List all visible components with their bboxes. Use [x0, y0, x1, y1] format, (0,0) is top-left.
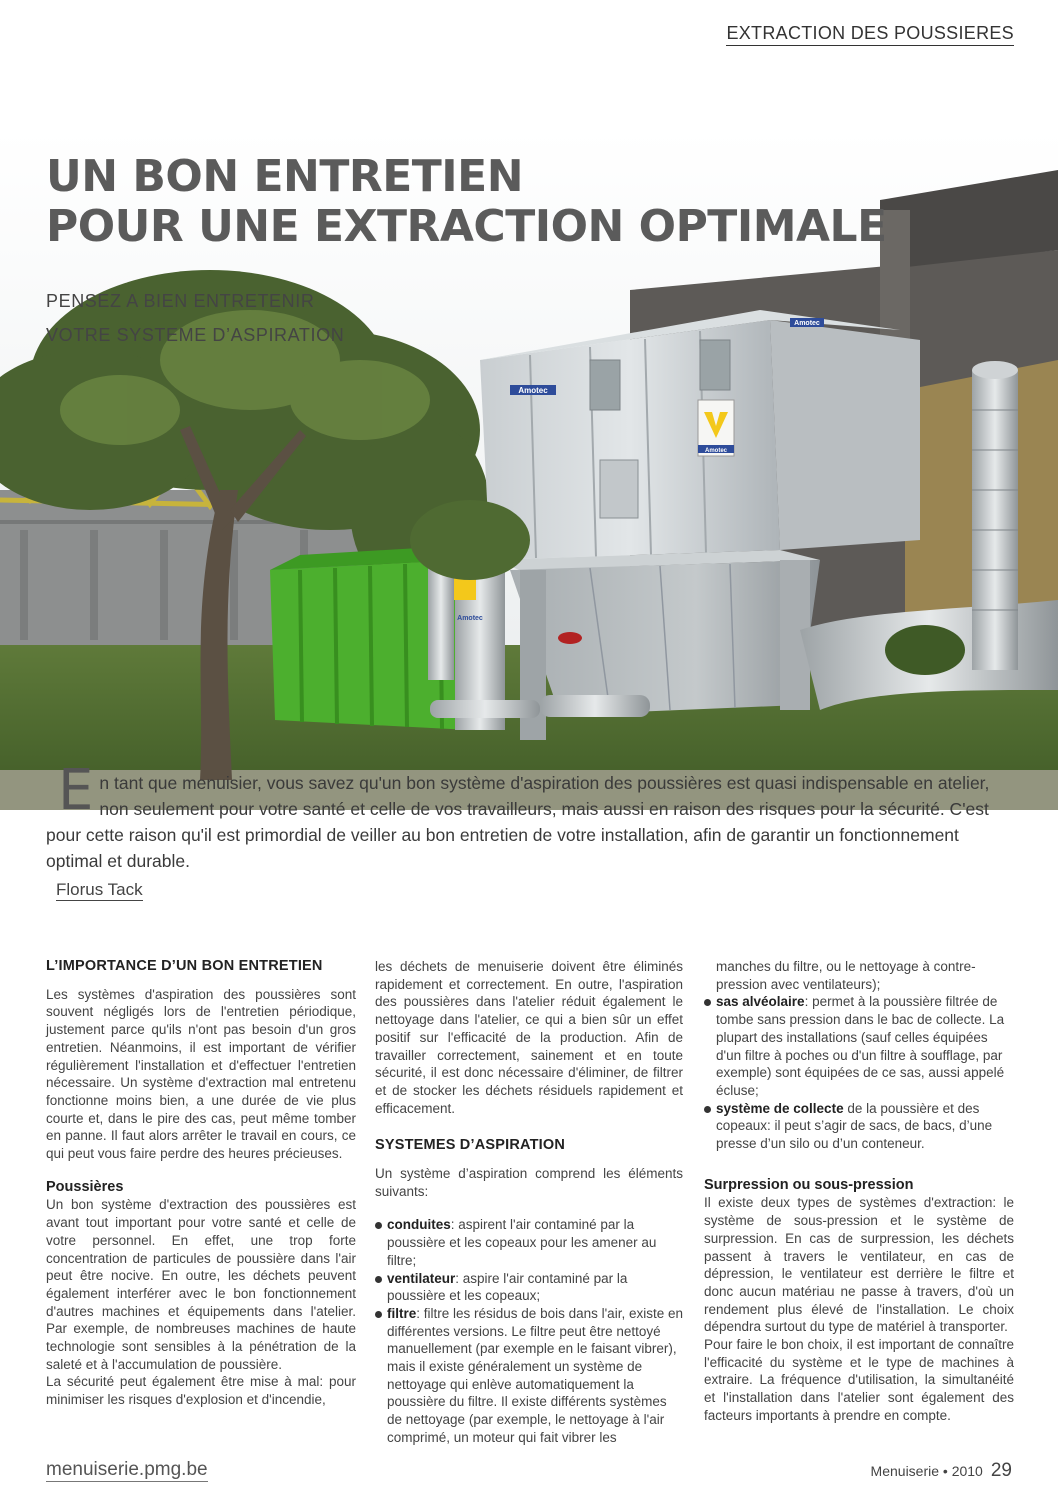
column-3 — [704, 958, 1014, 1425]
list-term: conduites — [387, 1217, 451, 1233]
author-byline[interactable]: Florus Tack — [56, 880, 143, 899]
paragraph: La sécurité peut également être mise à mal: pour minimiser les risques d'explosion et d'incendie, — [46, 1374, 356, 1408]
list-term: système de collecte — [716, 1100, 844, 1116]
list-item — [704, 993, 1014, 1099]
footer-website-link[interactable]: menuiserie.pmg.be — [46, 1459, 208, 1480]
list-text: de la poussière et des copeaux: il peut s’agir de sacs, de bacs, d’une presse d’un silo ou d’un conteneur. — [716, 1100, 993, 1152]
paragraph: Les systèmes d'aspiration des poussières sont souvent négligés lors de l'entretien périodique, justement parce qu'ils n'ont pas besoin d'un gros entretien. Néanmoins, il est important de vérifier régulièrement l'installation et d'effectuer l'entretien nécessaire. Un système d'extraction mal entretenu fonctionne moins bien, a une durée de vie plus courte et, dans le pire des cas, peut même tomber en panne. Il faut alors arrêter le travail en cours, ce qui peut vous faire perdre des heures précieuses. — [46, 986, 356, 1162]
subtitle-line-2: VOTRE SYSTEME D’ASPIRATION — [46, 325, 345, 345]
section-label: EXTRACTION DES POUSSIERES — [726, 22, 1014, 46]
article-title — [46, 152, 887, 252]
subtitle-line-1: PENSEZ A BIEN ENTRETENIR — [46, 291, 315, 311]
paragraph: Il existe deux types de systèmes d'extraction: le système de sous-pression et le système de surpression. En cas de surpression, les déchets passent à travers le ventilateur, en cas de dépression, le ventilateur est derrière le filtre et donc aucun matériau ne passe à travers, d'où un rendement plus élevé de l'installation. Le choix dépendra surtout du type de matériel à transporter. — [704, 1195, 1014, 1335]
component-list-continued — [704, 993, 1014, 1152]
list-text: : permet à la poussière filtrée de tombe sans pression dans le bac de collecte. La plupart des installations (sauf celles équipées d'un filtre à poches ou d'un filtre à soufflage, par exemple) sont équipées de ce sas, aussi appelé écluse; — [716, 994, 1005, 1098]
column-2 — [375, 958, 683, 1447]
list-item — [375, 1305, 683, 1447]
list-item — [375, 1270, 683, 1305]
magazine-issue: Menuiserie • 2010 — [870, 1463, 983, 1479]
drop-cap: E — [58, 758, 94, 823]
list-term: ventilateur — [387, 1270, 456, 1286]
paragraph: Un système d’aspiration comprend les éléments suivants: — [375, 1166, 683, 1199]
list-item — [375, 1216, 683, 1269]
component-list — [375, 1216, 683, 1446]
footer-publication — [871, 1460, 1012, 1482]
list-continuation: manches du filtre, ou le nettoyage à contre-pression avec ventilateurs); — [716, 959, 976, 992]
paragraph: les déchets de menuiserie doivent être éliminés rapidement et correctement. En outre, l'aspiration des poussières dans l'atelier réduit également le nettoyage dans l'atelier, ce qui a bien sûr un effet positif sur l'efficacité de la production. Afin de travailler correctement, sainement et en toute sécurité, il est donc nécessaire d'éliminer, de filtrer et de stocker les déchets résiduels rapidement et efficacement. — [375, 959, 683, 1116]
paragraph: Un bon système d'extraction des poussières est avant tout important pour votre santé et celle de votre personnel. En effet, une trop forte concentration de particules de poussière dans l'air peut être nocive. En outre, les déchets peuvent également interférer avec le bon fonctionnement d'autres machines et équipements dans l'atelier. Par exemple, de nombreuses machines de haute technologie sont sensibles à la pénétration de la saleté et à l'accumulation de poussière. — [46, 1197, 356, 1372]
list-text: : aspirent l'air contaminé par la poussière et les copeaux pour les amener au filtre; — [387, 1217, 657, 1268]
list-term: sas alvéolaire — [716, 994, 805, 1010]
brand-label: Amotec — [518, 386, 548, 395]
list-item — [704, 1100, 1014, 1153]
brand-label-3: Amotec — [704, 448, 728, 454]
lead-paragraph — [46, 758, 1006, 874]
list-text: : aspire l'air contaminé par la poussière et les copeaux; — [387, 1270, 628, 1304]
heading-systemes: SYSTEMES D’ASPIRATION — [375, 1137, 566, 1154]
page-number: 29 — [990, 1460, 1012, 1481]
title-line-1: UN BON ENTRETIEN — [46, 151, 524, 202]
brand-label-2: Amotec — [794, 320, 820, 327]
lead-text: n tant que menuisier, vous savez qu'un bon système d'aspiration des poussières est quasi indispensable en atelier, non seulement pour votre santé et celle de vos travailleurs, mais aussi en raison des risques pour la sécurité. C'est pour cette raison qu'il est primordial de veiller au bon entretien de votre installation, afin de garantir un fonctionnement optimal et durable. — [46, 773, 990, 871]
heading-importance: L’IMPORTANCE D’UN BON ENTRETIEN — [46, 958, 323, 974]
subheading-surpression: Surpression ou sous-pression — [704, 1176, 914, 1193]
brand-label-4: Amotec — [457, 615, 483, 622]
title-line-2: POUR UNE EXTRACTION OPTIMALE — [46, 201, 887, 252]
article-subtitle — [46, 284, 344, 352]
column-1 — [46, 958, 356, 1409]
paragraph: Pour faire le bon choix, il est important de connaître l'efficacité du système et le type de machines à extraire. La fréquence d'utilisation, la simultanéité et l'installation dans l'atelier sont également des facteurs importants à prendre en compte. — [704, 1337, 1014, 1423]
list-term: filtre — [387, 1305, 417, 1321]
list-text: : filtre les résidus de bois dans l'air, existe en différentes versions. Le filtre peut être nettoyé manuellement (par exemple en le faisant vibrer), mais il existe généralement un système de nettoyage qui enlève automatiquement la poussière du filtre. Il existe différents systèmes de nettoyage (par exemple, le nettoyage à l'air comprimé, un moteur qui fait vibrer les — [387, 1305, 683, 1445]
subheading-poussieres: Poussières — [46, 1178, 124, 1195]
